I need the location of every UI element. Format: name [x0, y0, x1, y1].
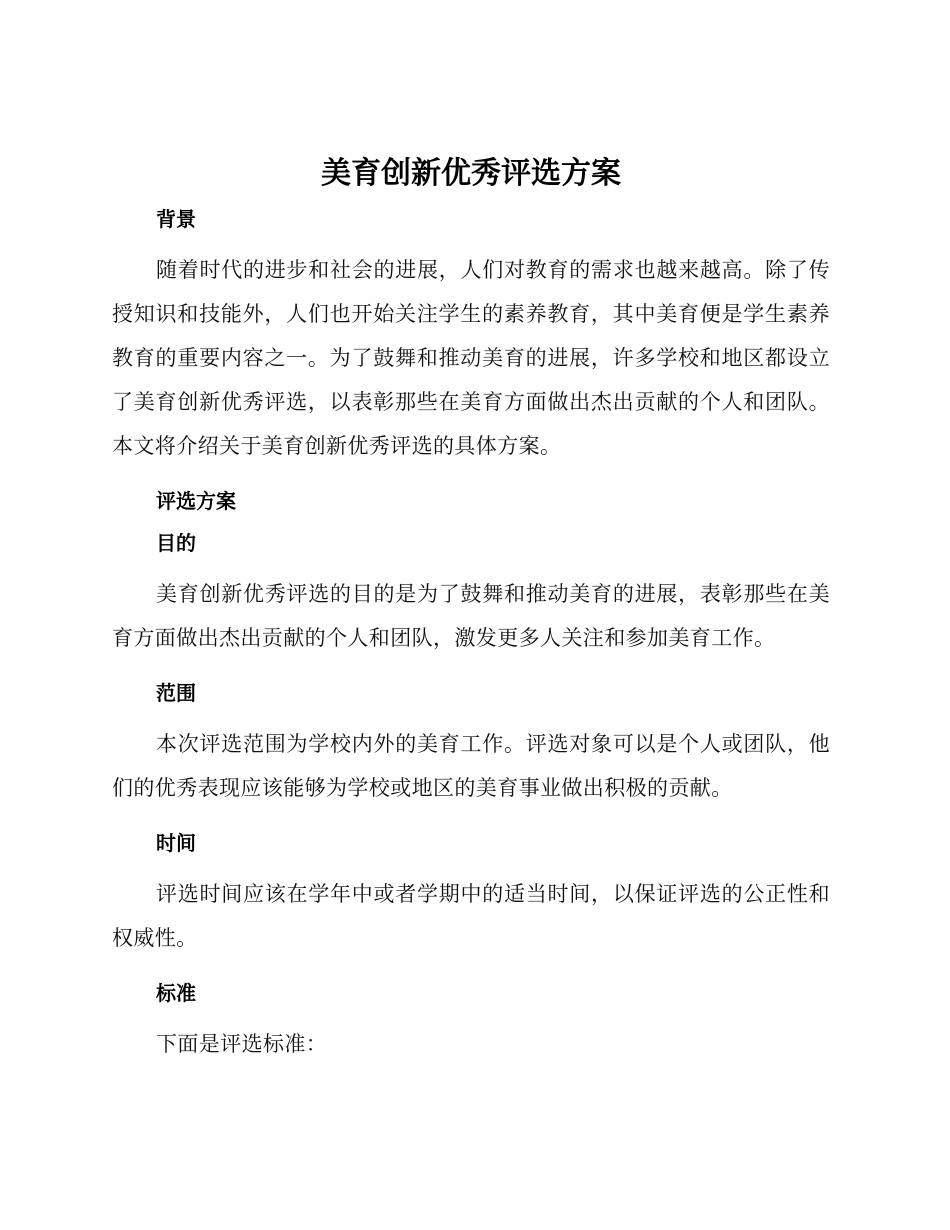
section-paragraph-criteria: 下面是评选标准： [156, 1032, 328, 1056]
section-heading-background: 背景 [156, 207, 196, 231]
section-heading-criteria: 标准 [156, 981, 196, 1005]
section-paragraph-time: 评选时间应该在学年中或者学期中的适当时间，以保证评选的公正性和权威性。 [112, 882, 830, 950]
section-heading-time: 时间 [156, 831, 196, 855]
section-heading-plan: 评选方案 [156, 489, 236, 513]
section-paragraph-background: 随着时代的进步和社会的进展，人们对教育的需求也越来越高。除了传授知识和技能外，人们也开始关注学生的素养教育，其中美育便是学生素养教育的重要内容之一。为了鼓舞和推动美育的进展，许多学校和地区都设立了美育创新优秀评选，以表彰那些在美育方面做出杰出贡献的个人和团队。本文将介绍关于美育创新优秀评选的具体方案。 [112, 258, 830, 458]
document-title: 美育创新优秀评选方案 [321, 156, 621, 191]
document-body [112, 150, 830, 1078]
section-paragraph-purpose: 美育创新优秀评选的目的是为了鼓舞和推动美育的进展，表彰那些在美育方面做出杰出贡献的个人和团队，激发更多人关注和参加美育工作。 [112, 582, 830, 650]
section-heading-purpose: 目的 [156, 531, 196, 555]
section-heading-scope: 范围 [156, 681, 196, 705]
section-paragraph-scope: 本次评选范围为学校内外的美育工作。评选对象可以是个人或团队，他们的优秀表现应该能够为学校或地区的美育事业做出积极的贡献。 [112, 732, 830, 800]
